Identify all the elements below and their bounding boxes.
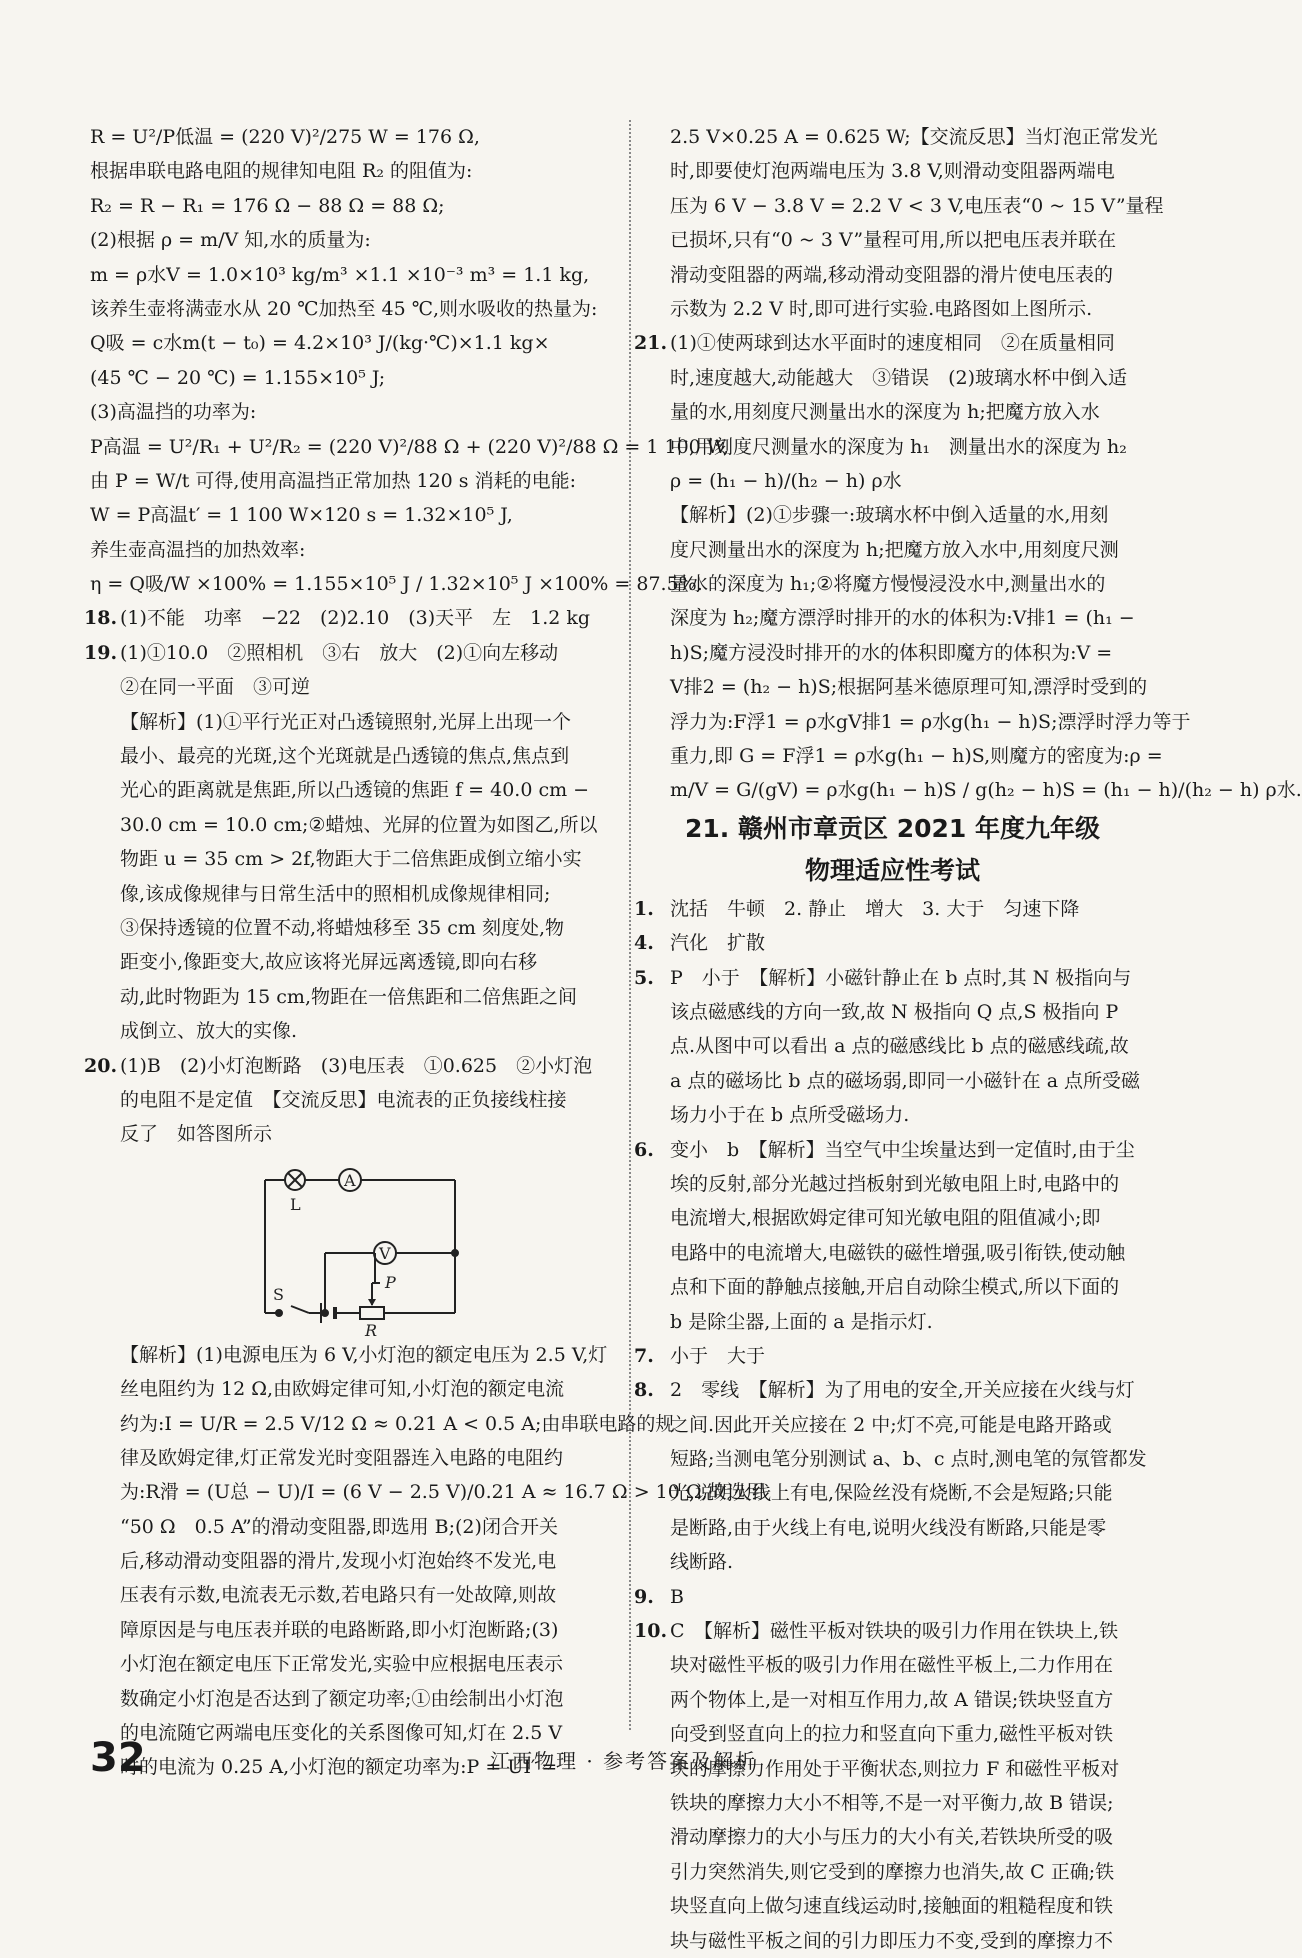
text-line: (2)根据 ρ = m/V 知,水的质量为: [90,229,371,252]
text-line: 时的电流为 0.25 A,小灯泡的额定功率为:P = UI′ = [120,1756,558,1779]
text-line: b 是除尘器,上面的 a 是指示灯. [670,1310,933,1333]
section-title-line-1: 21. 赣州市章贡区 2021 年度九年级 [685,813,1100,843]
answer-item [634,1373,1145,1407]
answer-item [634,1580,1145,1614]
text-line: 光,说明火线上有电,保险丝没有烧断,不会是短路;只能 [670,1482,1113,1505]
text-line: 动,此时物距为 15 cm,物距在一倍焦距和二倍焦距之间 [120,985,577,1008]
slider-label: P [385,1272,396,1292]
text-line: 时,速度越大,动能越大 ③错误 (2)玻璃水杯中倒入适 [670,366,1127,389]
text-line: 的电阻不是定值 【交流反思】电流表的正负接线柱接 [120,1088,567,1111]
text-line: 块的摩擦力作用处于平衡状态,则拉力 F 和磁性平板对 [670,1757,1120,1780]
text-line: 律及欧姆定律,灯正常发光时变阻器连入电路的电阻约 [120,1446,564,1469]
answer-text: 小于 大于 [670,1344,766,1367]
switch-label: S [273,1284,284,1304]
answer-text: 变小 b 【解析】当空气中尘埃量达到一定值时,由于尘 [670,1138,1135,1161]
rheostat-label: R [365,1320,378,1340]
text-line: 场力小于在 b 点所受磁场力. [670,1104,910,1127]
text-line: 障原因是与电压表并联的电路断路,即小灯泡断路;(3) [120,1618,559,1641]
text-line: V排2 = (h₂ − h)S;根据阿基米德原理可知,漂浮时受到的 [670,676,1148,699]
text-line: m/V = G/(gV) = ρ水g(h₁ − h)S / g(h₂ − h)S = (h₁ − h)/(h₂ − h) ρ水. [670,779,1302,802]
answer-number: 9. [634,1585,654,1608]
text-line: 像,该成像规律与日常生活中的照相机成像规律相同; [120,882,551,905]
text-line: 的电流随它两端电压变化的关系图像可知,灯在 2.5 V [120,1722,563,1745]
answer-text: C 【解析】磁性平板对铁块的吸引力作用在铁块上,铁 [670,1620,1119,1643]
text-line: m = ρ水V = 1.0×10³ kg/m³ ×1.1 ×10⁻³ m³ = 1.1 kg, [90,263,590,286]
text-line: 点和下面的静触点接触,开启自动除尘模式,所以下面的 [670,1276,1120,1299]
answer-item [634,961,1145,995]
text-line: 点.从图中可以看出 a 点的磁感线比 b 点的磁感线疏,故 [670,1035,1129,1058]
voltmeter-label: V [379,1243,391,1263]
text-line: 30.0 cm = 10.0 cm;②蜡烛、光屏的位置为如图乙,所以 [120,813,598,836]
text-line: 距变小,像距变大,故应该将光屏远离透镜,即向右移 [120,951,538,974]
text-line: 是断路,由于火线上有电,说明火线没有断路,只能是零 [670,1516,1107,1539]
text-line: 块竖直向上做匀速直线运动时,接触面的粗糙程度和铁 [670,1895,1114,1918]
answer-number: 7. [634,1344,654,1367]
text-line: 短路;当测电笔分别测试 a、b、c 点时,测电笔的氖管都发 [670,1448,1147,1471]
text-line: 浮力为:F浮1 = ρ水gV排1 = ρ水g(h₁ − h)S;漂浮时浮力等于 [670,710,1191,733]
text-line: (45 ℃ − 20 ℃) = 1.155×10⁵ J; [90,366,386,389]
text-line: 养生壶高温挡的加热效率: [90,538,306,561]
text-line: 物距 u = 35 cm > 2f,物距大于二倍焦距成倒立缩小实 [120,848,582,871]
text-line: 反了 如答图所示 [120,1123,273,1146]
text-line: 示数为 2.2 V 时,即可进行实验.电路图如上图所示. [670,297,1093,320]
answer-number: 8. [634,1379,654,1402]
text-line: h)S;魔方浸没时排开的水的体积即魔方的体积为:V = [670,641,1113,664]
text-line: ρ = (h₁ − h)/(h₂ − h) ρ水 [670,469,902,492]
answer-text: 沈括 牛顿 2. 静止 增大 3. 大于 匀速下降 [670,897,1080,920]
text-line: P高温 = U²/R₁ + U²/R₂ = (220 V)²/88 Ω + (220 V)²/88 Ω = 1 100 W, [90,435,730,458]
text-line: R = U²/P低温 = (220 V)²/275 W = 176 Ω, [90,126,480,148]
answer-item [634,1339,1145,1373]
answer-number: 1. [634,897,654,920]
text-line: 丝电阻约为 12 Ω,由欧姆定律可知,小灯泡的额定电流 [120,1378,565,1401]
text-line: 为:R滑 = (U总 − U)/I = (6 V − 2.5 V)/0.21 A ≈ 16.7 Ω > 10 Ω,故选用 [120,1481,765,1504]
text-line: 最小、最亮的光斑,这个光斑就是凸透镜的焦点,焦点到 [120,745,570,768]
text-line: 由 P = W/t 可得,使用高温挡正常加热 120 s 消耗的电能: [90,469,577,492]
text-line: 已损坏,只有“0 ~ 3 V”量程可用,所以把电压表并联在 [670,229,1117,252]
answer-item [634,1133,1145,1167]
answer-item [634,892,1145,926]
answer-text: P 小于 【解析】小磁针静止在 b 点时,其 N 极指向与 [670,966,1132,989]
answer-number: 5. [634,966,654,989]
page-number: 32 [90,1735,146,1781]
text-line: 数确定小灯泡是否达到了额定功率;①由绘制出小灯泡 [120,1687,564,1710]
text-line: 引力突然消失,则它受到的摩擦力也消失,故 C 正确;铁 [670,1860,1115,1883]
text-line: 光心的距离就是焦距,所以凸透镜的焦距 f = 40.0 cm − [120,779,590,802]
section-title-line-2: 物理适应性考试 [804,855,980,885]
answer-text: 汽化 扩散 [670,932,766,955]
text-line: 埃的反射,部分光越过挡板射到光敏电阻上时,电路中的 [670,1172,1120,1195]
answer-number: 10. [634,1620,668,1643]
text-line: (3)高温挡的功率为: [90,401,257,424]
text-line: 线断路. [670,1551,734,1574]
text-line: 约为:I = U/R = 2.5 V/12 Ω ≈ 0.21 A < 0.5 A;由串联电路的规 [120,1412,675,1435]
answer-item [634,1614,1145,1648]
answer-list [634,892,1147,1958]
answer-number: 4. [634,932,654,955]
text-line: 成倒立、放大的实像. [120,1020,298,1043]
footer-title: 江西物理 · 参考答案及解析 [490,1749,758,1773]
text-line: 电流增大,根据欧姆定律可知光敏电阻的阻值减小;即 [670,1207,1101,1230]
right-column [634,120,1302,1958]
text-line: R₂ = R − R₁ = 176 Ω − 88 Ω = 88 Ω; [90,194,445,217]
text-line: 电路中的电流增大,电磁铁的磁性增强,吸引衔铁,使动触 [670,1241,1126,1264]
page-footer [0,1735,1250,1795]
text-line: Q吸 = c水m(t − t₀) = 4.2×10³ J/(kg·℃)×1.1 kg× [90,332,550,355]
text-line: η = Q吸/W ×100% = 1.155×10⁵ J / 1.32×10⁵ J ×100% = 87.5%. [90,573,703,596]
text-line: 压为 6 V − 3.8 V = 2.2 V < 3 V,电压表“0 ~ 15 V”量程 [670,194,1164,217]
text-line: 块对磁性平板的吸引力作用在磁性平板上,二力作用在 [670,1654,1114,1677]
text-line: 【解析】(2)①步骤一:玻璃水杯中倒入适量的水,用刻 [670,504,1109,527]
text-line: 根据串联电路电阻的规律知电阻 R₂ 的阻值为: [90,160,473,183]
text-line: ③保持透镜的位置不动,将蜡烛移至 35 cm 刻度处,物 [120,916,565,939]
answer-text: B [670,1585,684,1608]
text-line: 中,用刻度尺测量水的深度为 h₁ 测量出水的深度为 h₂ [670,435,1127,458]
text-line: 深度为 h₂;魔方漂浮时排开的水的体积为:V排1 = (h₁ − [670,607,1135,630]
q17-solution-continued [90,120,730,601]
answer-item [634,926,1145,960]
text-line: 【解析】(1)①平行光正对凸透镜照射,光屏上出现一个 [120,710,571,733]
q20-analysis-continued [640,120,1164,326]
text-line: 量水的深度为 h₁;②将魔方慢慢浸没水中,测量出水的 [670,573,1106,596]
text-line: ②在同一平面 ③可逆 [120,676,311,699]
question-18: 18. (1)不能 功率 −22 (2)2.10 (3)天平 左 1.2 kg [84,607,591,630]
question-21: 21. (1)①使两球到达水平面时的速度相同 ②在质量相同 [634,332,1115,355]
text-line: 向受到竖直向上的拉力和竖直向下重力,磁性平板对铁 [670,1723,1114,1746]
text-line: a 点的磁场比 b 点的磁场弱,即同一小磁针在 a 点所受磁 [670,1069,1141,1092]
text-line: 铁块的摩擦力大小不相等,不是一对平衡力,故 B 错误; [670,1791,1114,1814]
text-line: 后,移动滑动变阻器的滑片,发现小灯泡始终不发光,电 [120,1550,557,1573]
question-20: 20. (1)B (2)小灯泡断路 (3)电压表 ①0.625 ②小灯泡 [84,1054,593,1077]
question-21-body [640,361,1302,808]
text-line: W = P高温t′ = 1 100 W×120 s = 1.32×10⁵ J, [90,504,513,527]
text-line: 滑动变阻器的两端,移动滑动变阻器的滑片使电压表的 [670,263,1114,286]
text-line: 时,即要使灯泡两端电压为 3.8 V,则滑动变阻器两端电 [670,160,1115,183]
text-line: 两个物体上,是一对相互作用力,故 A 错误;铁块竖直方 [670,1688,1114,1711]
circuit-diagram [255,1158,475,1338]
text-line: 小灯泡在额定电压下正常发光,实验中应根据电压表示 [120,1653,564,1676]
ammeter-label: A [344,1170,356,1190]
text-line: 该点磁感线的方向一致,故 N 极指向 Q 点,S 极指向 P [670,1000,1119,1023]
text-line: 该养生壶将满壶水从 20 ℃加热至 45 ℃,则水吸收的热量为: [90,297,598,320]
text-line: 块与磁性平板之间的引力即压力不变,受到的摩擦力不 [670,1929,1114,1952]
text-line: “50 Ω 0.5 A”的滑动变阻器,即选用 B;(2)闭合开关 [120,1515,558,1538]
text-line: 【解析】(1)电源电压为 6 V,小灯泡的额定电压为 2.5 V,灯 [120,1343,608,1366]
text-line: 压表有示数,电流表无示数,若电路只有一处故障,则故 [120,1584,557,1607]
question-19-body [90,670,620,1048]
question-19: 19. (1)①10.0 ②照相机 ③右 放大 (2)①向左移动 [84,641,559,664]
question-20-body [90,1083,620,1152]
answer-number: 6. [634,1138,654,1161]
text-line: 之间.因此开关应接在 2 中;灯不亮,可能是电路开路或 [670,1413,1112,1436]
text-line: 量的水,用刻度尺测量出水的深度为 h;把魔方放入水 [670,401,1100,424]
lamp-label: L [290,1194,301,1214]
text-line: 重力,即 G = F浮1 = ρ水g(h₁ − h)S,则魔方的密度为:ρ = [670,745,1163,768]
answer-text: 2 零线 【解析】为了用电的安全,开关应接在火线与灯 [670,1379,1135,1402]
text-line: 滑动摩擦力的大小与压力的大小有关,若铁块所受的吸 [670,1826,1114,1849]
text-line: 度尺测量出水的深度为 h;把魔方放入水中,用刻度尺测 [670,538,1119,561]
text-line: 2.5 V×0.25 A = 0.625 W;【交流反思】当灯泡正常发光 [670,126,1158,148]
